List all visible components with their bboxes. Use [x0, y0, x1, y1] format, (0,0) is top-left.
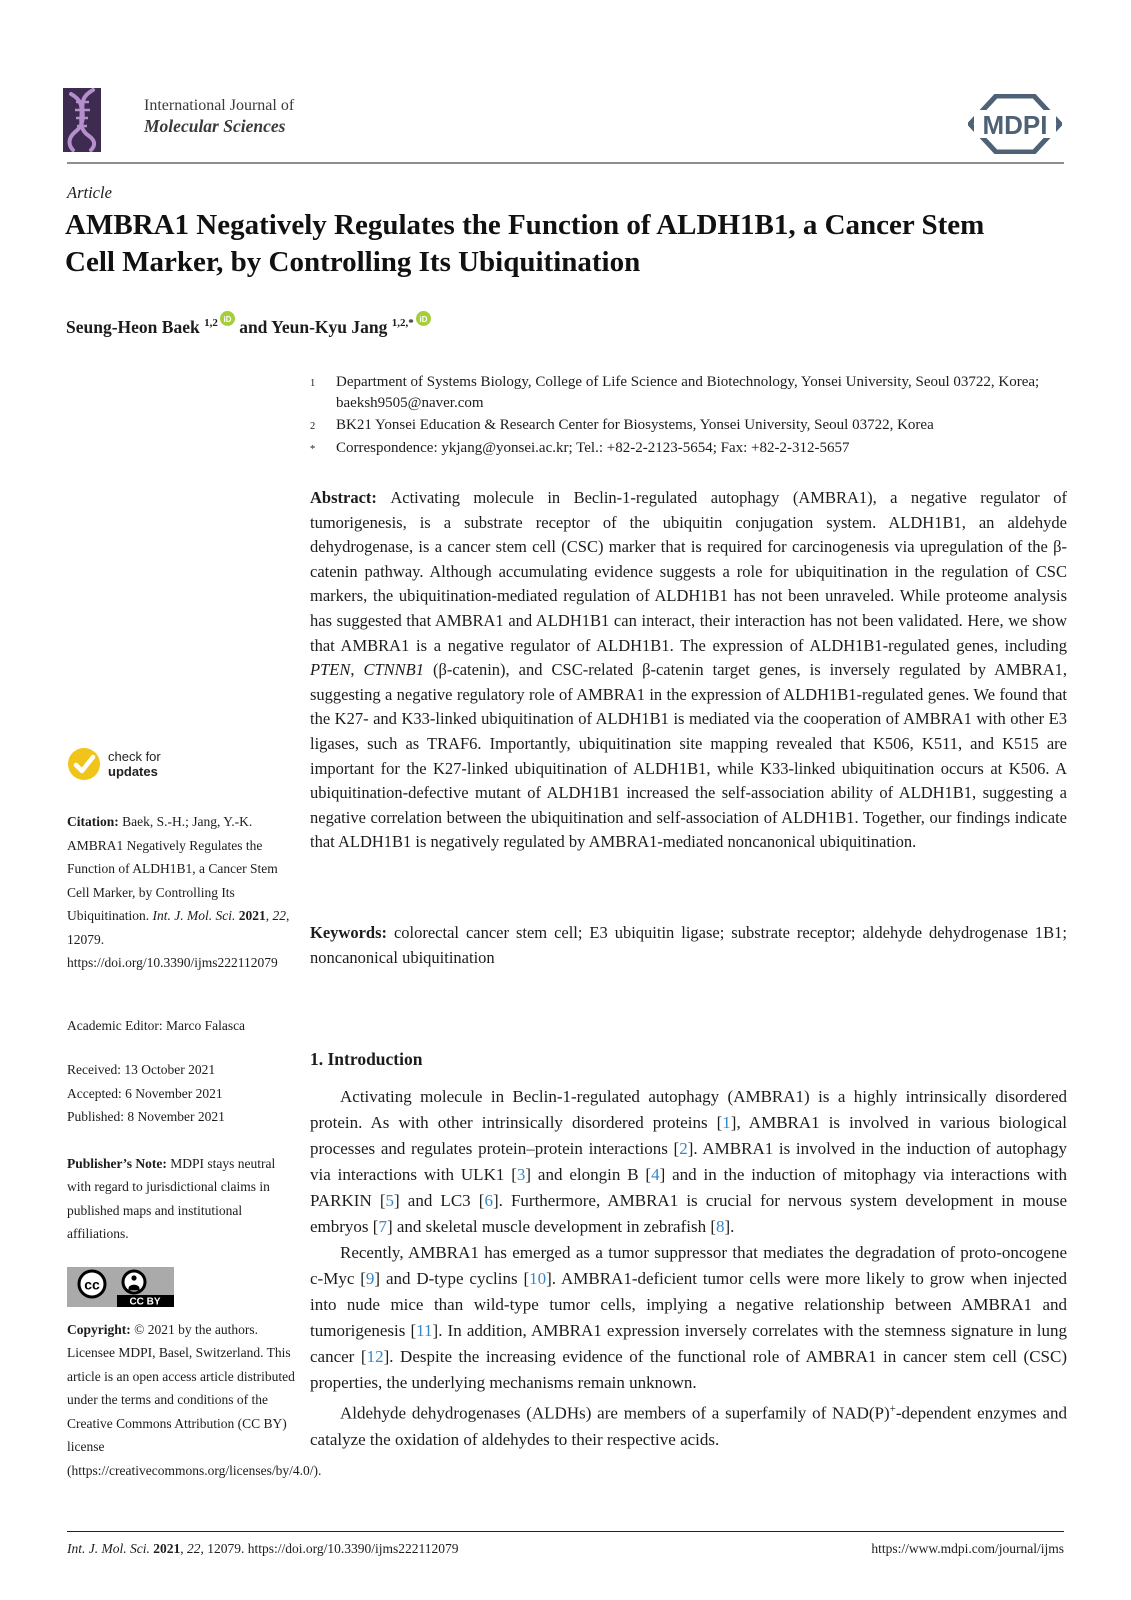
text-segment: , 12079. https://doi.org/10.3390/ijms222112079	[67, 908, 290, 970]
text-segment: Recently, AMBRA1 has emerged as a tumor suppressor that mediates the degradation of proto-oncogene c-Myc [	[310, 1243, 1067, 1288]
publishers-note	[67, 1152, 297, 1246]
text-segment: ] and D-type cyclins [	[374, 1269, 530, 1288]
copyright-block	[67, 1318, 322, 1483]
footer-journal-url[interactable]: https://www.mdpi.com/journal/ijms	[871, 1541, 1064, 1556]
text-segment: Activating molecule in Beclin-1-regulated autophagy (AMBRA1), a negative regulator of tumorigenesis, is a substrate receptor of the ubiquitin conjugation system. ALDH1B1, an aldehyde dehydrogenase, is a cancer stem cell (CSC) marker that is required for carcinogenesis via upregulation of the β-catenin pathway. Although accumulating evidence suggests a role for ubiquitination in the regulation of CSC markers, the ubiquitination-mediated regulation of ALDH1B1 has not been unraveled. While proteome analysis has suggested that AMBRA1 and ALDH1B1 can interact, their interaction has not been validated. Here, we show that AMBRA1 is a negative regulator of ALDH1B1. The expression of ALDH1B1-regulated genes, including	[310, 488, 1067, 655]
text-segment: 2021	[153, 1541, 181, 1556]
text-segment: Aldehyde dehydrogenases (ALDHs) are members of a superfamily of NAD(P)	[340, 1403, 890, 1423]
check-for-updates-line1: check for	[108, 749, 161, 764]
section-heading: 1. Introduction	[310, 1049, 423, 1069]
affiliations	[310, 372, 1070, 461]
journal-logo	[63, 88, 101, 152]
citation-ref[interactable]: 1	[722, 1113, 731, 1132]
citation-ref[interactable]: 11	[416, 1321, 433, 1340]
citation-ref[interactable]: 3	[516, 1165, 526, 1184]
journal-name	[144, 96, 294, 138]
text-segment: ,	[180, 1541, 187, 1556]
text-segment: © 2021 by the authors. Licensee MDPI, Basel, Switzerland. This article is an open access article distributed under the terms and conditions of the Creative Commons Attribution (CC BY) license (https://creativecommons.org/licenses/by/4.0/).	[67, 1321, 322, 1478]
text-segment: ] and LC3 [	[394, 1191, 485, 1210]
text-segment: ]. In addition, AMBRA1 expression inversely correlates with the stemness signature in lung cancer [	[310, 1321, 1067, 1366]
author-1-name: Seung-Heon Baek	[66, 316, 200, 337]
svg-text:cc: cc	[84, 1276, 100, 1292]
author-2-name: Yeun-Kyu Jang	[271, 316, 388, 337]
orcid-icon[interactable]	[220, 310, 235, 331]
affiliation-marker: 1	[310, 378, 316, 389]
affiliation-row	[310, 415, 1070, 437]
text-segment: ]. Despite the increasing evidence of the functional role of AMBRA1 in cancer stem cell (CSC) properties, the underlying mechanisms remain unknown.	[310, 1347, 1067, 1392]
check-icon	[67, 747, 101, 781]
svg-text:MDPI: MDPI	[982, 110, 1048, 140]
text-segment: ]. Furthermore, AMBRA1 is crucial for nervous system development in mouse embryos [	[310, 1191, 1067, 1236]
citation-ref[interactable]: 2	[679, 1139, 688, 1158]
text-segment: MDPI stays neutral with regard to jurisdictional claims in published maps and institutional affiliations.	[67, 1155, 276, 1241]
svg-text:iD: iD	[223, 314, 232, 324]
text-segment: ,	[265, 908, 273, 923]
journal-name-line1: International Journal of	[144, 97, 295, 114]
introduction-section	[310, 1046, 1067, 1453]
text-segment: ] and skeletal muscle development in zebrafish [	[386, 1217, 716, 1236]
text-segment: colorectal cancer stem cell; E3 ubiquitin ligase; substrate receptor; aldehyde dehydrogenase 1B1; noncanonical ubiquitination	[310, 923, 1067, 967]
cc-by-icon	[67, 1267, 174, 1307]
citation-ref[interactable]: 10	[529, 1269, 547, 1288]
svg-text:iD: iD	[419, 314, 428, 324]
page-title: AMBRA1 Negatively Regulates the Function of ALDH1B1, a Cancer Stem Cell Marker, by Controlling Its Ubiquitination	[65, 209, 985, 278]
mdpi-logo-icon	[968, 94, 1062, 154]
check-for-updates-badge[interactable]	[67, 745, 297, 783]
affiliation-row	[310, 438, 1070, 460]
text-segment: Citation:	[67, 814, 123, 829]
sidebar	[67, 745, 322, 1482]
paragraph	[310, 1084, 1067, 1240]
text-segment: ] and elongin B [	[525, 1165, 652, 1184]
author-joiner: and	[234, 316, 272, 337]
text-segment: Keywords:	[310, 923, 394, 942]
citation-block	[67, 810, 297, 975]
author-1-affil-marker: 1,2	[204, 317, 218, 329]
author-line	[66, 310, 431, 338]
text-segment: Int. J. Mol. Sci.	[152, 908, 239, 923]
text-segment: Activating molecule in Beclin-1-regulated autophagy (AMBRA1) is a highly intrinsically disordered protein. As with other intrinsically disordered proteins [	[310, 1087, 1067, 1132]
text-segment: ].	[724, 1217, 735, 1236]
text-segment: CTNNB1	[363, 660, 425, 680]
footer-citation[interactable]	[67, 1541, 459, 1557]
text-segment: ]. AMBRA1-deficient tumor cells were more likely to grow when injected into nude mice than wild-type tumor cells, implying a negative relationship between AMBRA1 and tumorigenesis [	[310, 1269, 1068, 1340]
svg-text:CC BY: CC BY	[129, 1296, 161, 1307]
article-type-label: Article	[67, 183, 112, 202]
check-for-updates-line2: updates	[108, 764, 158, 779]
text-segment: 22	[186, 1541, 201, 1556]
dates-block	[67, 1058, 297, 1129]
correspondence-text[interactable]: Correspondence: ykjang@yonsei.ac.kr; Tel.: +82-2-2123-5654; Fax: +82-2-312-5657	[336, 440, 850, 456]
citation-ref[interactable]: 8	[716, 1217, 725, 1236]
text-segment: PTEN	[310, 660, 351, 680]
affiliation-marker: *	[310, 444, 316, 455]
check-for-updates-label	[108, 749, 161, 779]
text-segment: Baek, S.-H.; Jang, Y.-K. AMBRA1 Negatively Regulates the Function of ALDH1B1, a Cancer Stem Cell Marker, by Controlling Its Ubiquitination.	[67, 814, 278, 923]
text-segment: +	[889, 1403, 896, 1415]
accepted-date: Accepted: 6 November 2021	[67, 1085, 223, 1101]
text-segment: ] and in the induction of mitophagy via interactions with PARKIN [	[310, 1165, 1067, 1210]
text-segment: Publisher’s Note:	[67, 1155, 171, 1171]
text-segment: (β-catenin), and CSC-related β-catenin target genes, is inversely regulated by AMBRA1, suggesting a negative regulatory role of AMBRA1 in the expression of ALDH1B1-regulated genes. We found that the K27- and K33-linked ubiquitination of ALDH1B1 is mediated via the cooperation of AMBRA1 with other E3 ligases, such as TRAF6. Importantly, ubiquitination site mapping revealed that K506, K511, and K515 are important for the K27-linked ubiquitination of ALDH1B1, while K33-linked ubiquitination occurs at K506. A ubiquitination-defective mutant of ALDH1B1 increased the self-association ability of ALDH1B1, suggesting a negative correlation between the ubiquitination and self-association of ALDH1B1. Together, our findings indicate that ALDH1B1 is negatively regulated by AMBRA1-mediated noncanonical ubiquitination.	[310, 660, 1067, 852]
text-segment: Int. J. Mol. Sci.	[67, 1541, 154, 1556]
citation-ref[interactable]: 5	[385, 1191, 394, 1210]
citation-ref[interactable]: 12	[366, 1347, 384, 1366]
paragraph	[310, 1396, 1067, 1453]
orcid-icon[interactable]	[416, 310, 431, 331]
footer-divider	[67, 1531, 1064, 1532]
text-segment: ], AMBRA1 is involved in various biological processes and regulates protein–protein interactions [	[310, 1113, 1068, 1158]
academic-editor: Academic Editor: Marco Falasca	[67, 1017, 246, 1033]
text-segment: Copyright:	[67, 1321, 135, 1337]
affiliation-marker: 2	[310, 421, 316, 432]
text-segment: Abstract:	[310, 488, 391, 507]
footer	[67, 1541, 1064, 1557]
received-date: Received: 13 October 2021	[67, 1062, 216, 1077]
affiliation-text: BK21 Yonsei Education & Research Center for Biosystems, Yonsei University, Seoul 03722, Korea	[336, 417, 934, 433]
paragraph	[310, 1240, 1067, 1396]
citation-ref[interactable]: 6	[484, 1191, 493, 1210]
abstract	[310, 486, 1067, 855]
journal-name-line2: Molecular Sciences	[144, 116, 286, 136]
text-segment: 2021	[238, 908, 266, 923]
affiliation-row	[310, 372, 1070, 414]
mdpi-logo[interactable]	[968, 94, 1062, 159]
published-date: Published: 8 November 2021	[67, 1109, 225, 1124]
cc-by-license-badge[interactable]	[67, 1267, 174, 1307]
citation-ref[interactable]: 9	[365, 1269, 375, 1288]
citation-ref[interactable]: 7	[378, 1217, 387, 1236]
header-divider	[67, 162, 1064, 164]
text-segment: -dependent enzymes and catalyze the oxidation of aldehydes to their respective acids.	[310, 1403, 1067, 1449]
citation-ref[interactable]: 4	[651, 1165, 660, 1184]
keywords	[310, 921, 1067, 970]
affiliation-text: Department of Systems Biology, College of Life Science and Biotechnology, Yonsei University, Seoul 03722, Korea; baeksh9505@naver.com	[336, 374, 1040, 411]
dna-helix-icon	[63, 88, 101, 152]
text-segment: ,	[350, 660, 364, 680]
text-segment: , 12079. https://doi.org/10.3390/ijms222112079	[200, 1541, 459, 1556]
text-segment: 22	[272, 908, 286, 923]
text-segment: ]. AMBRA1 is involved in the induction of autophagy via interactions with ULK1 [	[310, 1139, 1067, 1184]
author-2-affil-marker: 1,2,*	[391, 317, 414, 329]
